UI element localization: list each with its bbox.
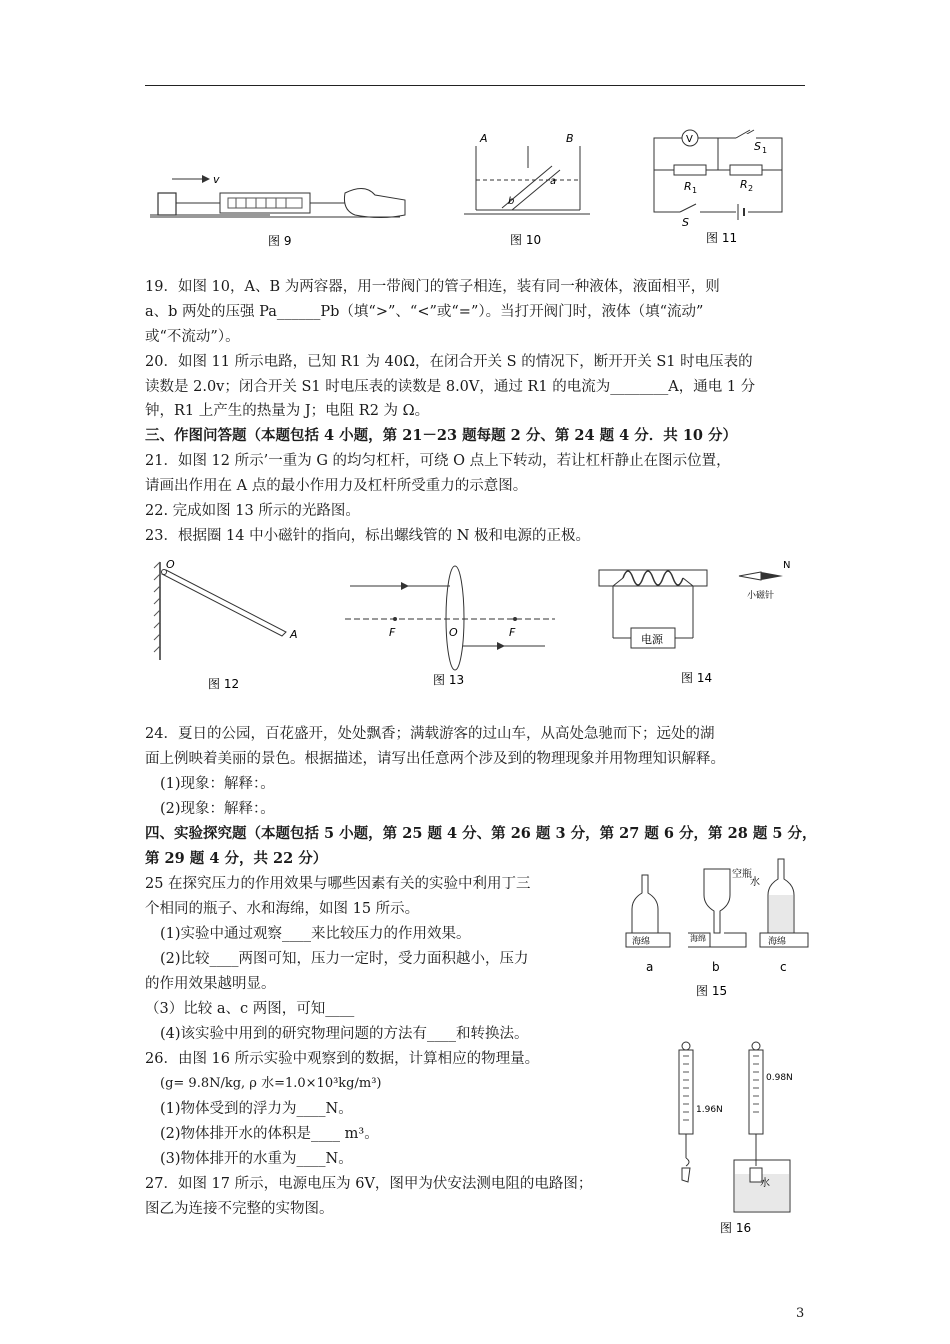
fig12-O-label: O xyxy=(166,558,175,571)
fig15-sponge-a: 海绵 xyxy=(632,937,651,947)
fig16-caption: 图 16 xyxy=(720,1221,752,1235)
q24-line3: (1)现象：解释：。 xyxy=(160,776,275,792)
q25-line1: 25 在探究压力的作用效果与哪些因素有关的实验中利用丁三 xyxy=(145,876,531,892)
fig11-V-label: V xyxy=(686,134,693,145)
figure-13 xyxy=(345,558,555,693)
fig14-N-label: N xyxy=(783,560,791,571)
fig15-sponge-c: 海绵 xyxy=(768,937,787,947)
section-3-heading: 三、作图问答题（本题包括 4 小题，第 21－23 题每题 2 分、第 24 题 4 分．共 10 分） xyxy=(145,427,738,444)
q26-line2: (g= 9.8N/kg, ρ 水=1.0×10³kg/m³) xyxy=(160,1076,382,1091)
header-rule xyxy=(145,85,805,86)
fig10-b-label: b xyxy=(508,196,515,207)
fig16-reading1: 1.96N xyxy=(696,1105,723,1115)
q19-line1: 19．如图 10，A、B 为两容器，用一带阀门的管子相连，装有同一种液体，液面相平，则 xyxy=(145,279,720,295)
q24-line1: 24．夏日的公园，百花盛开，处处飘香；满载游客的过山车，从高处急驰而下；远处的湖 xyxy=(145,726,715,742)
fig14-needle-label: 小磁针 xyxy=(747,591,775,601)
q20-line2: 读数是 2.0v；闭合开关 S1 时电压表的读数是 8.0V，通过 R1 的电流为________A，通电 1 分 xyxy=(145,379,756,395)
q22-line: 22. 完成如图 13 所示的光路图。 xyxy=(145,503,360,519)
q26-line5: (3)物体排开的水重为____N。 xyxy=(160,1151,353,1167)
fig11-caption: 图 11 xyxy=(706,231,738,245)
fig15-c-label: c xyxy=(780,960,787,974)
fig15-b-label: b xyxy=(712,960,720,974)
fig11-S-label: S xyxy=(682,216,689,229)
q19-line2: a、b 两处的压强 Pa______Pb（填“>”、“<”或“=”）。当打开阀门时，液体（填“流动” xyxy=(145,304,704,320)
q25-line2: 个相同的瓶子、水和海绵，如图 15 所示。 xyxy=(145,901,420,917)
figure-15 xyxy=(622,855,822,1000)
fig16-reading2: 0.98N xyxy=(766,1073,793,1083)
fig16-water-label: 水 xyxy=(760,1178,770,1189)
q25-line7: (4)该实验中用到的研究物理问题的方法有____和转换法。 xyxy=(160,1026,529,1042)
figure-10 xyxy=(462,128,592,250)
fig10-B-label: B xyxy=(566,132,574,145)
figure-16 xyxy=(660,1040,810,1240)
fig12-A-label: A xyxy=(290,628,298,641)
fig13-O-label: O xyxy=(449,626,458,639)
q19-line3: 或“不流动”）。 xyxy=(145,329,240,345)
q26-line3: (1)物体受到的浮力为____N。 xyxy=(160,1101,353,1117)
q26-line1: 26．由图 16 所示实验中观察到的数据，计算相应的物理量。 xyxy=(145,1051,540,1067)
q27-line2: 图乙为连接不完整的实物图。 xyxy=(145,1201,334,1217)
fig15-a-label: a xyxy=(646,960,654,974)
fig9-caption: 图 9 xyxy=(268,234,292,248)
fig14-power-label: 电源 xyxy=(641,633,663,646)
fig11-S1-label: S xyxy=(754,140,761,153)
q24-line2: 面上例映着美丽的景色。根据描述，请写出任意两个涉及到的物理现象并用物理知识解释。 xyxy=(145,751,725,767)
figure-12 xyxy=(150,556,310,696)
fig15-empty-label: 空瓶 xyxy=(732,869,752,880)
fig15-caption: 图 15 xyxy=(696,984,728,998)
q21-line2: 请画出作用在 A 点的最小作用力及杠杆所受重力的示意图。 xyxy=(145,478,528,494)
figure-9 xyxy=(150,165,410,255)
section-4-heading-line1: 四、实验探究题（本题包括 5 小题，第 25 题 4 分、第 26 题 3 分，第 27 题 6 分，第 28 题 5 分， xyxy=(145,825,817,842)
fig15-sponge-b: 海绵 xyxy=(690,934,706,943)
q25-line6: （3）比较 a、c 两图，可知____ xyxy=(145,1001,355,1017)
fig11-R1-sub: 1 xyxy=(692,186,698,195)
fig11-R2-sub: 2 xyxy=(748,184,754,193)
q25-line3: (1)实验中通过观察____来比较压力的作用效果。 xyxy=(160,926,471,942)
q26-line4: (2)物体排开水的体积是____ m³。 xyxy=(160,1126,379,1142)
q21-line1: 21．如图 12 所示’一重为 G 的均匀杠杆，可绕 O 点上下转动，若让杠杆静止在图示位置， xyxy=(145,453,731,469)
fig13-F1-label: F xyxy=(389,626,396,639)
fig12-caption: 图 12 xyxy=(208,677,240,691)
fig15-water-label: 水 xyxy=(750,877,760,888)
fig10-caption: 图 10 xyxy=(510,233,542,247)
q24-line4: (2)现象：解释：。 xyxy=(160,801,275,817)
q27-line1: 27．如图 17 所示，电源电压为 6V，图甲为伏安法测电阻的电路图； xyxy=(145,1176,593,1192)
q25-line4: (2)比较____两图可知，压力一定时，受力面积越小，压力 xyxy=(160,951,529,967)
fig9-v-label: v xyxy=(213,173,220,186)
fig14-caption: 图 14 xyxy=(681,671,713,685)
fig11-R2-label: R xyxy=(740,178,748,191)
figure-11 xyxy=(650,122,790,250)
fig13-caption: 图 13 xyxy=(433,673,465,687)
q20-line3: 钟，R1 上产生的热量为 J；电阻 R2 为 Ω。 xyxy=(145,403,430,419)
section-4-heading-line2: 第 29 题 4 分，共 22 分） xyxy=(145,850,328,867)
q20-line1: 20．如图 11 所示电路，已知 R1 为 40Ω，在闭合开关 S 的情况下，断开开关 S1 时电压表的 xyxy=(145,354,753,370)
q25-line5: 的作用效果越明显。 xyxy=(145,976,276,992)
fig11-S1-sub: 1 xyxy=(762,146,768,155)
fig13-F2-label: F xyxy=(509,626,516,639)
figure-14 xyxy=(593,556,808,691)
q23-line: 23．根据圈 14 中小磁针的指向，标出螺线管的 N 极和电源的正极。 xyxy=(145,528,591,544)
fig10-a-label: a xyxy=(550,176,557,187)
fig11-R1-label: R xyxy=(684,180,692,193)
fig10-A-label: A xyxy=(480,132,488,145)
page-number: 3 xyxy=(796,1306,805,1321)
